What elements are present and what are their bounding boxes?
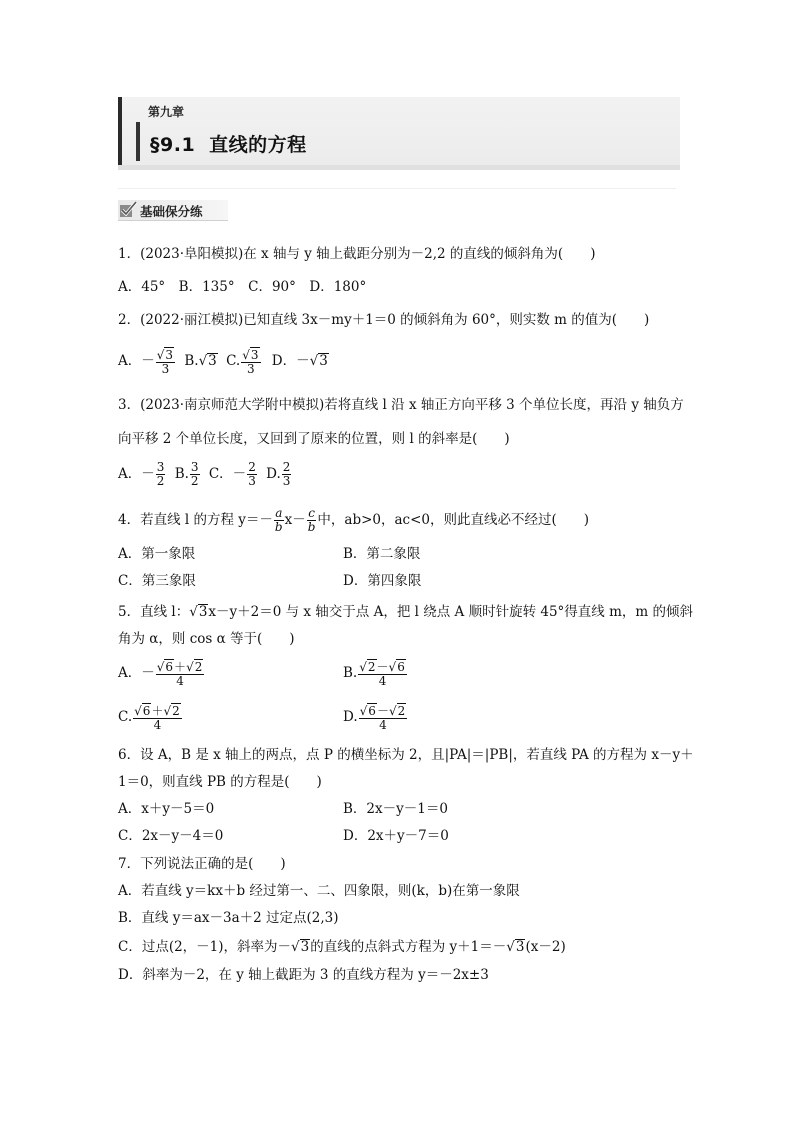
q3-opt-c: C．－ bbox=[208, 466, 247, 482]
q4-stem bbox=[118, 505, 589, 535]
q7-opt-c-mid: 的直线的点斜式方程为 y＋1＝－ bbox=[310, 939, 507, 955]
q6-opt-b: B．2x－y－1＝0 bbox=[343, 801, 448, 817]
q7-stem: 7．下列说法正确的是( ) bbox=[118, 856, 286, 872]
q2-d-rad: 3 bbox=[319, 353, 328, 369]
q4-stem-pre: 4．若直线 l 的方程 y＝－ bbox=[118, 512, 273, 528]
q3-options bbox=[118, 459, 292, 489]
q2-stem: 2．(2022·丽江模拟)已知直线 3x－my＋1＝0 的倾斜角为 60°，则实数 m 的值为( ) bbox=[118, 312, 650, 328]
q2-opt-c: C. bbox=[226, 353, 241, 369]
q4-frac-1: $\frac{a}{b}$ bbox=[274, 506, 283, 534]
section-name: 直线的方程 bbox=[209, 134, 307, 156]
q5-opt-c bbox=[118, 700, 183, 734]
check-box-icon bbox=[119, 201, 137, 218]
q6-stem-line2: 1＝0，则直线 PB 的方程是( ) bbox=[118, 774, 322, 790]
q4-opt-c: C．第三象限 bbox=[118, 573, 196, 589]
q5-opt-b bbox=[343, 656, 408, 690]
q2-c-frac: $\frac{√3}{3}$ bbox=[242, 348, 259, 376]
q3-b-frac: $\frac{3}{2}$ bbox=[190, 460, 199, 488]
divider bbox=[118, 188, 676, 189]
q7-opt-c-rad1: 3 bbox=[300, 939, 310, 955]
q3-stem-line1: 3．(2023·南京师范大学附中模拟)若将直线 l 沿 x 轴正方向平移 3 个单位长度，再沿 y 轴负方 bbox=[118, 397, 684, 413]
q5-opt-d-label: D. bbox=[343, 709, 358, 725]
q4-opt-d: D．第四象限 bbox=[343, 573, 422, 589]
q1-stem: 1．(2023·阜阳模拟)在 x 轴与 y 轴上截距分别为－2,2 的直线的倾斜角为( ) bbox=[118, 246, 596, 262]
section-title bbox=[150, 130, 307, 157]
q2-opt-d: D．－ bbox=[271, 353, 310, 369]
header-shadow bbox=[118, 165, 680, 170]
q7-opt-c-rad2: 3 bbox=[515, 939, 525, 955]
q3-opt-a: A．－ bbox=[118, 466, 155, 482]
q4-stem-post: 中，ab>0，ac<0，则此直线必不经过( ) bbox=[317, 512, 590, 528]
q6-stem-line1: 6．设 A，B 是 x 轴上的两点，点 P 的横坐标为 2，且|PA|＝|PB|，若直线 PA 的方程为 x－y＋ bbox=[118, 747, 694, 763]
q2-opt-b: B. bbox=[184, 353, 199, 369]
q3-opt-b: B. bbox=[174, 466, 189, 482]
q5-opt-c-label: C. bbox=[118, 709, 133, 725]
q5-b-frac: $\frac{√2-√6}{4}$ bbox=[359, 660, 405, 688]
q1-options: A．45° B．135° C．90° D．180° bbox=[118, 279, 367, 295]
basic-practice-tag bbox=[118, 200, 228, 221]
chapter-header bbox=[118, 97, 680, 165]
q3-a-frac: $\frac{3}{2}$ bbox=[156, 460, 165, 488]
q5-stem: 5．直线 l：√3x－y＋2＝0 与 x 轴交于点 A，把 l 绕点 A 顺时针旋转 45°得直线 m，m 的倾斜 bbox=[118, 604, 693, 620]
q7-opt-c: C．过点(2，－1)，斜率为－√3的直线的点斜式方程为 y＋1＝－√3(x－2) bbox=[118, 939, 566, 955]
q4-stem-mid: x－ bbox=[284, 512, 306, 528]
section-number: §9.1 bbox=[150, 134, 196, 156]
q6-opt-a: A．x＋y－5＝0 bbox=[118, 801, 215, 817]
q7-opt-c-pre: C．过点(2，－1)，斜率为－ bbox=[118, 939, 292, 955]
tag-label: 基础保分练 bbox=[140, 204, 203, 219]
q5-stem-pre: 5．直线 l： bbox=[118, 604, 190, 620]
q2-b-rad: 3 bbox=[208, 353, 217, 369]
q4-opt-a: A．第一象限 bbox=[118, 546, 196, 562]
q4-opt-b: B．第二象限 bbox=[343, 546, 421, 562]
q3-stem-line2: 向平移 2 个单位长度，又回到了原来的位置，则 l 的斜率是( ) bbox=[118, 431, 510, 447]
q3-c-frac: $\frac{2}{3}$ bbox=[248, 460, 256, 488]
q5-opt-d bbox=[343, 700, 408, 734]
q7-opt-c-post: (x－2) bbox=[525, 939, 566, 955]
q5-stem-post: x－y＋2＝0 与 x 轴交于点 A，把 l 绕点 A 顺时针旋转 45°得直线 m，m 的倾斜 bbox=[208, 604, 693, 620]
q6-opt-d: D．2x＋y－7＝0 bbox=[343, 828, 449, 844]
q5-c-frac: $\frac{√6+√2}{4}$ bbox=[134, 704, 180, 732]
q5-d-frac: $\frac{√6-√2}{4}$ bbox=[359, 704, 406, 732]
chapter-label: 第九章 bbox=[148, 105, 185, 119]
q2-a-frac: $\frac{√3}{3}$ bbox=[156, 348, 174, 376]
q2-options: A．－ $\frac{√3}{3}$ B.√3 C. $\frac{√3}{3}$ D．－√3 bbox=[118, 348, 328, 376]
q7-opt-d: D．斜率为－2，在 y 轴上截距为 3 的直线方程为 y＝－2x±3 bbox=[118, 967, 489, 983]
q2-opt-a: A．－ bbox=[118, 353, 155, 369]
q7-opt-b: B．直线 y＝ax－3a＋2 过定点(2,3) bbox=[118, 910, 339, 926]
q7-opt-a: A．若直线 y＝kx＋b 经过第一、二、四象限，则(k，b)在第一象限 bbox=[118, 883, 520, 899]
q5-opt-a bbox=[118, 656, 205, 690]
q4-frac-2: $\frac{c}{b}$ bbox=[307, 506, 316, 534]
q5-a-frac: $\frac{√6+√2}{4}$ bbox=[156, 660, 203, 688]
q6-opt-c: C．2x－y－4＝0 bbox=[118, 828, 224, 844]
q5-stem-line2: 角为 α，则 cos α 等于( ) bbox=[118, 631, 295, 647]
title-accent-bar bbox=[136, 122, 140, 161]
q3-d-frac: $\frac{2}{3}$ bbox=[282, 460, 291, 488]
q5-rad: 3 bbox=[198, 604, 208, 620]
q5-opt-a-label: A．－ bbox=[118, 665, 155, 681]
q5-opt-b-label: B. bbox=[343, 665, 358, 681]
q3-opt-d: D. bbox=[266, 466, 281, 482]
